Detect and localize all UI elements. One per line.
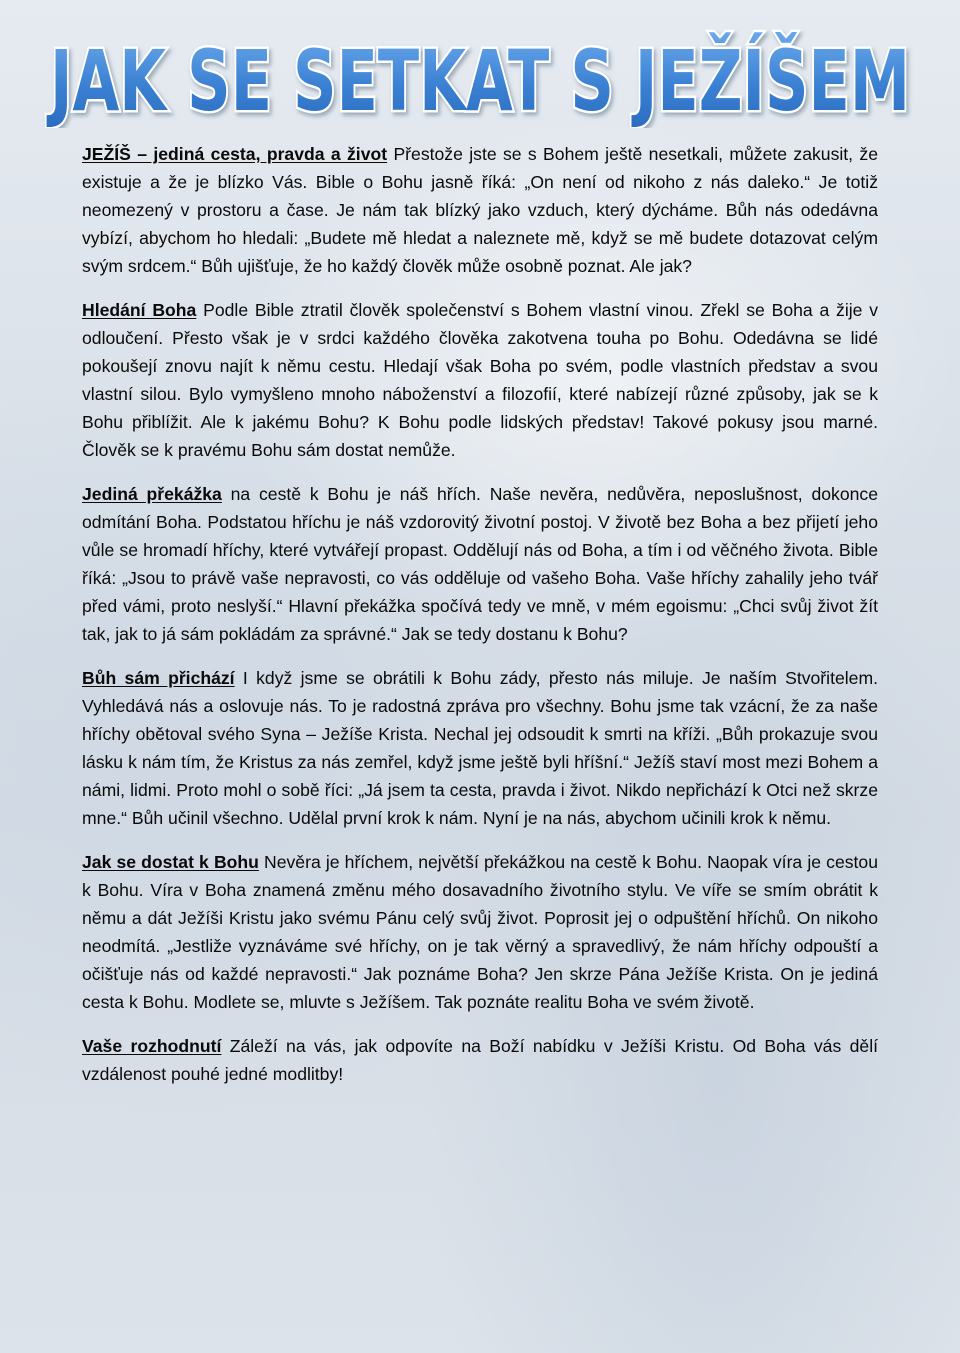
section-2-heading: Hledání Boha (82, 300, 197, 320)
section-3-text: na cestě k Bohu je náš hřích. Naše nevěra, nedůvěra, neposlušnost, dokonce odmítání Boha. Podstatou hříchu je náš vzdorovitý životní postoj. V životě bez Boha a bez přijetí jeho vůle se hromadí hříchy, které vytvářejí propast. Oddělují nás od Boha, a tím i od věčného života. Bible říká: „Jsou to právě vaše nepravosti, co vás odděluje od vašeho Boha. Vaše hříchy zahalily jeho tvář před vámi, proto neslyší.“ Hlavní překážka spočívá tedy ve mně, v mém egoismu: „Chci svůj život žít tak, jak to já sám pokládám za správné.“ Jak se tedy dostanu k Bohu? (82, 484, 878, 644)
section-5-heading: Jak se dostat k Bohu (82, 852, 259, 872)
page-title: JAK SE SETKAT S JEŽÍŠEM (46, 32, 910, 128)
section-1-heading: JEŽÍŠ – jediná cesta, pravda a život (82, 144, 388, 164)
section-1-text: Přestože jste se s Bohem ještě nesetkali, můžete zakusit, že existuje a že je blízko Vás. Bible o Bohu jasně říká: „On není od nikoho z nás daleko.“ Je totiž neomezený v prostoru a čase. Je nám tak blízký jako vzduch, který dýcháme. Bůh nás odedávna vybízí, abychom ho hledali: „Budete mě hledat a naleznete mě, když se mě budete dotazovat celým svým srdcem.“ Bůh ujišťuje, že ho každý člověk může osobně poznat. Ale jak? (82, 144, 878, 276)
section-3 (82, 480, 878, 648)
section-3-heading: Jediná překážka (82, 484, 222, 504)
title-banner (0, 28, 960, 128)
section-2-text: Podle Bible ztratil člověk společenství s Bohem vlastní vinou. Zřekl se Boha a žije v odloučení. Přesto však je v srdci každého člověka zakotvena touha po Bohu. Odedávna se lidé pokoušejí znovu najít k němu cestu. Hledají však Boha po svém, podle vlastních představ a svou vlastní silou. Bylo vymyšleno mnoho náboženství a filozofií, které nabízejí různé způsoby, jak se k Bohu přiblížit. Ale k jakému Bohu? K Bohu podle lidských představ! Takové pokusy jsou marné. Člověk se k pravému Bohu sám dostat nemůže. (82, 300, 879, 460)
article-body (82, 140, 878, 1104)
section-1 (82, 140, 878, 280)
section-5 (82, 848, 878, 1016)
title-graphic (0, 28, 960, 128)
section-6-heading: Vaše rozhodnutí (82, 1036, 222, 1056)
section-4-heading: Bůh sám přichází (82, 668, 235, 688)
section-2 (82, 296, 878, 464)
section-5-text: Nevěra je hříchem, největší překážkou na cestě k Bohu. Naopak víra je cestou k Bohu. Víra v Boha znamená změnu mého dosavadního životního stylu. Ve víře se smím obrátit k němu a dát Ježíši Kristu jako svému Pánu celý svůj život. Poprosit jej o odpuštění hříchů. On nikoho neodmítá. „Jestliže vyznáváme své hříchy, on je tak věrný a spravedlivý, že nám hříchy odpouští a očišťuje nás od každé nepravosti.“ Jak poznáme Boha? Jen skrze Pána Ježíše Krista. On je jediná cesta k Bohu. Modlete se, mluvte s Ježíšem. Tak poznáte realitu Boha ve svém životě. (82, 852, 878, 1012)
section-6-text: Záleží na vás, jak odpovíte na Boží nabídku v Ježíši Kristu. Od Boha vás dělí vzdálenost pouhé jedné modlitby! (82, 1036, 878, 1084)
section-4 (82, 664, 878, 832)
section-4-text: I když jsme se obrátili k Bohu zády, přesto nás miluje. Je naším Stvořitelem. Vyhledává nás a oslovuje nás. To je radostná zpráva pro všechny. Bohu jsme tak vzácní, že za naše hříchy obětoval svého Syna – Ježíše Krista. Nechal jej odsoudit k smrti na kříži. „Bůh prokazuje svou lásku k nám tím, že Kristus za nás zemřel, když jsme ještě byli hříšní.“ Ježíš staví most mezi Bohem a námi, lidmi. Proto mohl o sobě říci: „Já jsem ta cesta, pravda i život. Nikdo nepřichází k Otci než skrze mne.“ Bůh učinil všechno. Udělal první krok k nám. Nyní je na nás, abychom učinili krok k němu. (82, 668, 878, 828)
section-6 (82, 1032, 878, 1088)
